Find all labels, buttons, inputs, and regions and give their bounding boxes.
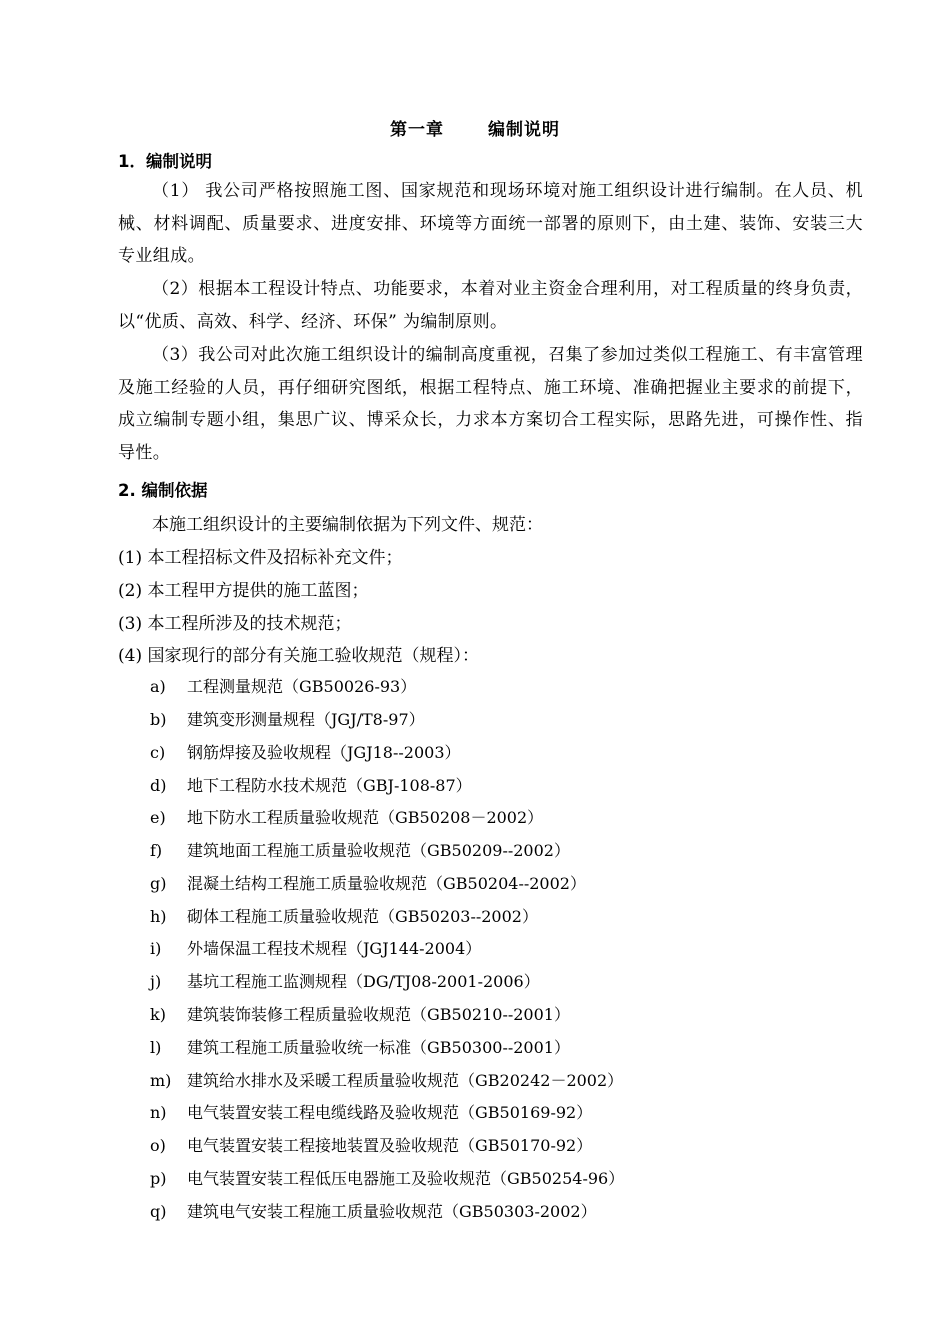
- standard-item: h) 砌体工程施工质量验收规范（GB50203--2002）: [150, 907, 538, 926]
- paragraph-2: （2）根据本工程设计特点、功能要求，本着对业主资金合理利用，对工程质量的终身负责，以“优质、高效、科学、经济、环保” 为编制原则。: [118, 279, 863, 332]
- standard-item: d) 地下工程防水技术规范（GBJ-108-87）: [150, 776, 472, 795]
- standard-item: a) 工程测量规范（GB50026-93）: [150, 677, 417, 696]
- section-heading-2: 2. 编制依据: [118, 481, 208, 500]
- basis-line-2: (2) 本工程甲方提供的施工蓝图；: [118, 581, 369, 601]
- basis-line-3: (3) 本工程所涉及的技术规范；: [118, 614, 352, 634]
- basis-line-4: (4) 国家现行的部分有关施工验收规范（规程）：: [118, 646, 479, 666]
- paragraph-1: （1） 我公司严格按照施工图、国家规范和现场环境对施工组织设计进行编制。在人员、机械、材料调配、质量要求、进度安排、环境等方面统一部署的原则下，由土建、装饰、安装三大专业组成。: [118, 181, 863, 266]
- standard-item: n) 电气装置安装工程电缆线路及验收规范（GB50169-92）: [150, 1103, 593, 1122]
- standard-item: j) 基坑工程施工监测规程（DG/TJ08-2001-2006）: [150, 972, 540, 991]
- standard-item: e) 地下防水工程质量验收规范（GB50208－2002）: [150, 808, 544, 827]
- standard-item: i) 外墙保温工程技术规程（JGJ144-2004）: [150, 939, 482, 958]
- standard-item: o) 电气装置安装工程接地装置及验收规范（GB50170-92）: [150, 1136, 593, 1155]
- chapter-number: 第一章: [390, 120, 444, 140]
- standard-item: q) 建筑电气安装工程施工质量验收规范（GB50303-2002）: [150, 1202, 597, 1221]
- basis-line-1: (1) 本工程招标文件及招标补充文件；: [118, 548, 403, 568]
- standard-item: p) 电气装置安装工程低压电器施工及验收规范（GB50254-96）: [150, 1169, 625, 1188]
- standard-item: m) 建筑给水排水及采暖工程质量验收规范（GB20242－2002）: [150, 1071, 624, 1090]
- standard-item: b) 建筑变形测量规程（JGJ/T8-97）: [150, 710, 425, 729]
- standard-item: l) 建筑工程施工质量验收统一标准（GB50300--2001）: [150, 1038, 570, 1057]
- chapter-title: [0, 115, 950, 140]
- chapter-name: 编制说明: [488, 120, 560, 140]
- section-heading-1: 1．编制说明: [118, 152, 212, 171]
- paragraph-3: （3）我公司对此次施工组织设计的编制高度重视，召集了参加过类似工程施工、有丰富管理及施工经验的人员，再仔细研究图纸，根据工程特点、施工环境、准确把握业主要求的前提下，成立编制专题小组，集思广议、博采众长，力求本方案切合工程实际，思路先进，可操作性、指导性。: [118, 345, 863, 463]
- standard-item: f) 建筑地面工程施工质量验收规范（GB50209--2002）: [150, 841, 570, 860]
- standard-item: k) 建筑装饰装修工程质量验收规范（GB50210--2001）: [150, 1005, 570, 1024]
- standard-item: c) 钢筋焊接及验收规程（JGJ18--2003）: [150, 743, 461, 762]
- standard-item: g) 混凝土结构工程施工质量验收规范（GB50204--2002）: [150, 874, 586, 893]
- basis-intro: 本施工组织设计的主要编制依据为下列文件、规范：: [152, 515, 543, 535]
